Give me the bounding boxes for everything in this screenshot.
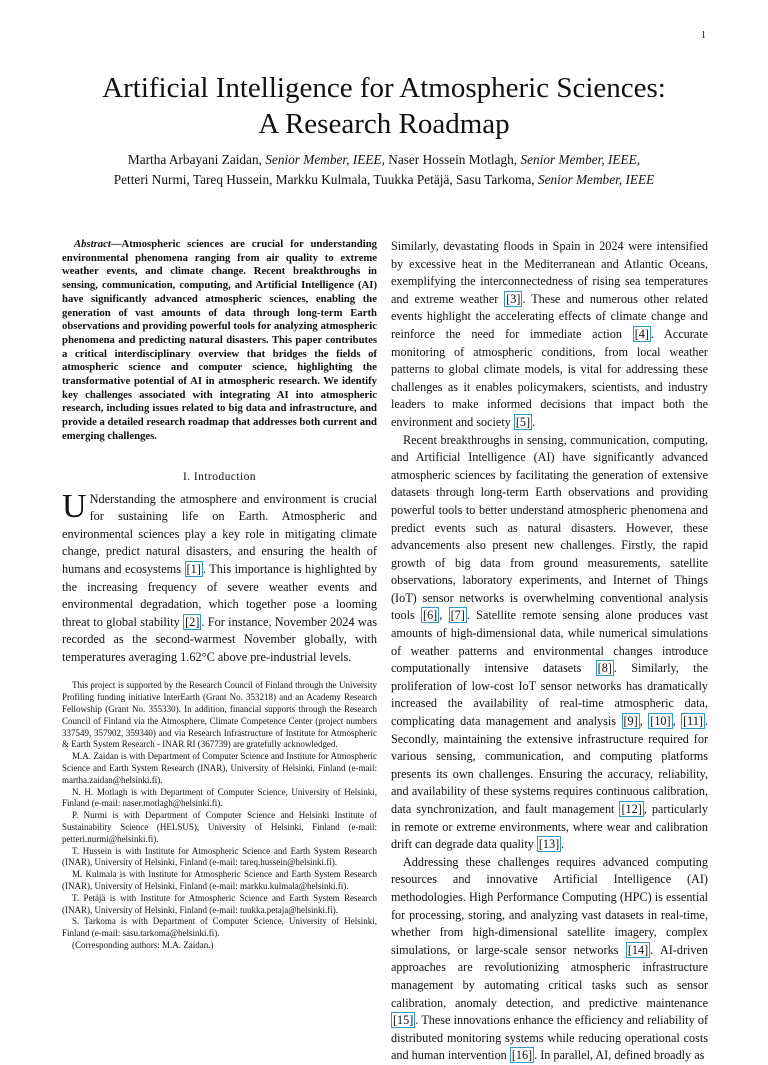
text-run: . For instance, November 2024 was recorded as the second-warmest November globally, with temperatures averaging 1.62°C above pre-industrial levels.	[62, 614, 377, 664]
citation-link[interactable]: [7]	[450, 608, 465, 623]
drop-cap: U	[62, 487, 87, 525]
author-affiliation: Senior Member, IEEE	[537, 172, 655, 187]
text-run: ,	[639, 714, 649, 729]
footnote: S. Tarkoma is with Department of Computer Science, University of Helsinki, Finland (e-mail: sasu.tarkoma@helsinki.fi).	[62, 916, 377, 939]
text-run: . In parallel, AI, defined broadly as	[534, 1048, 705, 1063]
right-column	[391, 238, 708, 1065]
text-run: Similarly, devastating floods in Spain in 2024 were intensified by excessive heat in the Mediterranean and Atlantic Oceans, exemplifying the interconnectedness of rising sea temperatures and extreme weather	[391, 239, 708, 306]
text-run: . Accurate monitoring of atmospheric conditions, from local weather patterns to global climate models, is vital for addressing these challenges as it enables policymakers, scientists, and industry leaders to make informed decisions that impact both the environment and society	[391, 326, 708, 429]
text-run: . These innovations enhance the efficiency and reliability of distributed monitoring systems while reducing operational costs and human intervention	[391, 1013, 708, 1063]
citation-link[interactable]: [10]	[650, 714, 671, 729]
footnote: M.A. Zaidan is with Department of Computer Science and Institute for Atmospheric Science and Earth System Research (INAR), University of Helsinki, Finland (e-mail: martha.zaidan@helsinki.fi).	[62, 751, 377, 785]
author-name: Petteri Nurmi, Tareq Hussein, Markku Kulmala, Tuukka Petäjä, Sasu Tarkoma,	[113, 172, 538, 187]
citation-link[interactable]: [6]	[423, 608, 438, 623]
citation-link[interactable]: [9]	[623, 714, 638, 729]
citation-link[interactable]: [15]	[393, 1013, 414, 1028]
footnote: T. Petäjä is with Institute for Atmospheric Science and Earth System Research (INAR), University of Helsinki, Finland (e-mail: tuukka.petaja@helsinki.fi).	[62, 892, 377, 915]
title-line-2: A Research Roadmap	[258, 108, 510, 140]
citation-link[interactable]: [4]	[634, 326, 649, 341]
footnote: P. Nurmi is with Department of Computer Science and Helsinki Institute of Sustainability Science (HELSUS), University of Helsinki, Finland (e-mail: petteri.nurmi@helsinki.fi).	[62, 810, 377, 844]
text-run: ,	[672, 714, 682, 729]
abstract-label: Abstract	[74, 238, 111, 250]
body-paragraph	[391, 238, 708, 432]
text-run: . These and numerous other related events highlight the accelerating effects of climate change and reinforce the need for immediate action	[391, 291, 708, 341]
citation-link[interactable]: [12]	[621, 802, 642, 816]
text-run: Nderstanding the atmosphere and environment is crucial for sustaining life on Earth. Atmospheric and environmental sciences play a key role in mitigating climate change, predict natural disasters, and ensuring the health of humans and ecosystems	[62, 491, 377, 576]
text-run: . Satellite remote sensing alone produces vast amounts of high-dimensional data, while numerical simulations of weather patterns and environmental changes introduce computationally intensive datasets	[391, 608, 709, 676]
left-column	[62, 238, 377, 952]
citation-link[interactable]: [16]	[511, 1048, 533, 1063]
footnotes	[62, 680, 377, 951]
abstract-text: —Atmospheric sciences are crucial for understanding environmental phenomena ranging from air quality to extreme weather events, and climate change. Recent breakthroughs in sensing, communication, computing, and Artificial Intelligence (AI) have significantly advanced atmospheric sciences, enabling the generation of vast amounts of data through long-term Earth observations and providing powerful tools for analyzing atmospheric phenomena and predicting natural disasters. This paper contributes a critical interdisciplinary overview that bridges the fields of atmospheric science and computer science, highlighting the transformative potential of AI in atmospheric research. We identify key challenges associated with integrating AI into atmospheric research, including issues related to big data and infrastructure, and provide a detailed research roadmap that addresses both current and emerging challenges.	[62, 238, 377, 442]
footnote: (Corresponding authors: M.A. Zaidan.)	[72, 940, 214, 951]
text-run: ,	[439, 608, 449, 623]
text-run: .	[532, 414, 536, 429]
page-number: 1	[701, 30, 706, 41]
text-run: . Similarly, the proliferation of low-cost IoT sensor networks has dramatically increased the availability of real-time atmospheric data, complicating data management and analysis	[391, 661, 708, 729]
citation-link[interactable]: [14]	[627, 942, 649, 957]
footnote: N. H. Motlagh is with Department of Computer Science, University of Helsinki, Finland (e-mail: naser.motlagh@helsinki.fi).	[62, 786, 377, 809]
text-run: . This importance is highlighted by the increasing frequency of severe weather events and environmental degradation, which together pose a looming threat to global stability	[62, 561, 377, 629]
text-run: Recent breakthroughs in sensing, communication, computing, and Artificial Intelligence (AI) have significantly advanced atmospheric sciences by facilitating the generation of extensive datasets through long-term Earth observations and providing powerful tools to better understand atmospheric phenomena and predict events such as natural disasters. However, these advancements also present new challenges. Firstly, the rapid growth of big data from ground measurements, satellite observations, laboratory experiments, and Internet of Things (IoT) sensor networks is overwhelming conventional analysis tools	[391, 432, 708, 623]
author-list	[60, 150, 708, 190]
citation-link[interactable]: [13]	[538, 837, 560, 852]
citation-link[interactable]: [3]	[506, 291, 521, 306]
paper-title	[0, 70, 768, 142]
author-name: Naser Hossein Motlagh,	[384, 152, 521, 167]
text-run: . AI-driven approaches are revolutionizing atmospheric infrastructure management by automating critical tasks such as sensor calibration, anomaly detection, and predictive maintenance	[391, 942, 708, 1010]
citation-link[interactable]: [8]	[597, 661, 612, 676]
title-line-1: Artificial Intelligence for Atmospheric Sciences:	[102, 72, 666, 104]
text-run: , particularly in remote or extreme environments, where wear and calibration drift can degrade data quality	[391, 802, 708, 852]
body-paragraph	[391, 432, 708, 854]
footnote: This project is supported by the Research Council of Finland through the University Profiling funding initiative InterEarth (Grant No. 353218) and an Academy Research Fellowship (Grant No. 355330). In addition, financial supports through the Research Council of Finland via the Atmosphere, Climate Competence Center (project numbers 337549, 357902, 359340) and via Research Infrastructure of Institute for Atmospheric & Earth System Research - INAR RI (367739) are gratefully acknowledged.	[62, 680, 377, 750]
footnote: M. Kulmala is with Institute for Atmospheric Science and Earth System Research (INAR), University of Helsinki, Finland (e-mail: markku.kulmala@helsinki.fi).	[62, 869, 377, 892]
section-heading: I. Introduction	[183, 469, 256, 483]
citation-link[interactable]: [1]	[186, 561, 201, 576]
author-name: Martha Arbayani Zaidan,	[127, 152, 266, 167]
citation-link[interactable]: [5]	[515, 414, 531, 429]
abstract	[62, 238, 377, 444]
intro-paragraph	[62, 487, 377, 667]
author-affiliation: Senior Member, IEEE,	[520, 152, 641, 167]
text-run: . Secondly, maintaining the extensive infrastructure required for various sensing, communication, and computing platforms presents its own challenges. Ensuring the accuracy, reliability, and availability of these systems requires continuous calibration, data synchronization, and fault management	[391, 714, 709, 816]
footnote: T. Hussein is with Institute for Atmospheric Science and Earth System Research (INAR), University of Helsinki, Finland (e-mail: tareq.hussein@helsinki.fi).	[62, 845, 377, 868]
text-run: .	[561, 837, 565, 852]
body-paragraph	[391, 854, 708, 1065]
author-affiliation: Senior Member, IEEE,	[265, 152, 385, 167]
citation-link[interactable]: [11]	[683, 714, 703, 729]
text-run: Addressing these challenges requires advanced computing resources and innovative Artificial Intelligence (AI) methodologies. High Performance Computing (HPC) is essential for processing, storing, and analyzing vast datasets in real-time, whether from high-dimensional satellite imagery, complex simulations, or large-scale sensor networks	[391, 854, 708, 957]
citation-link[interactable]: [2]	[185, 614, 200, 629]
